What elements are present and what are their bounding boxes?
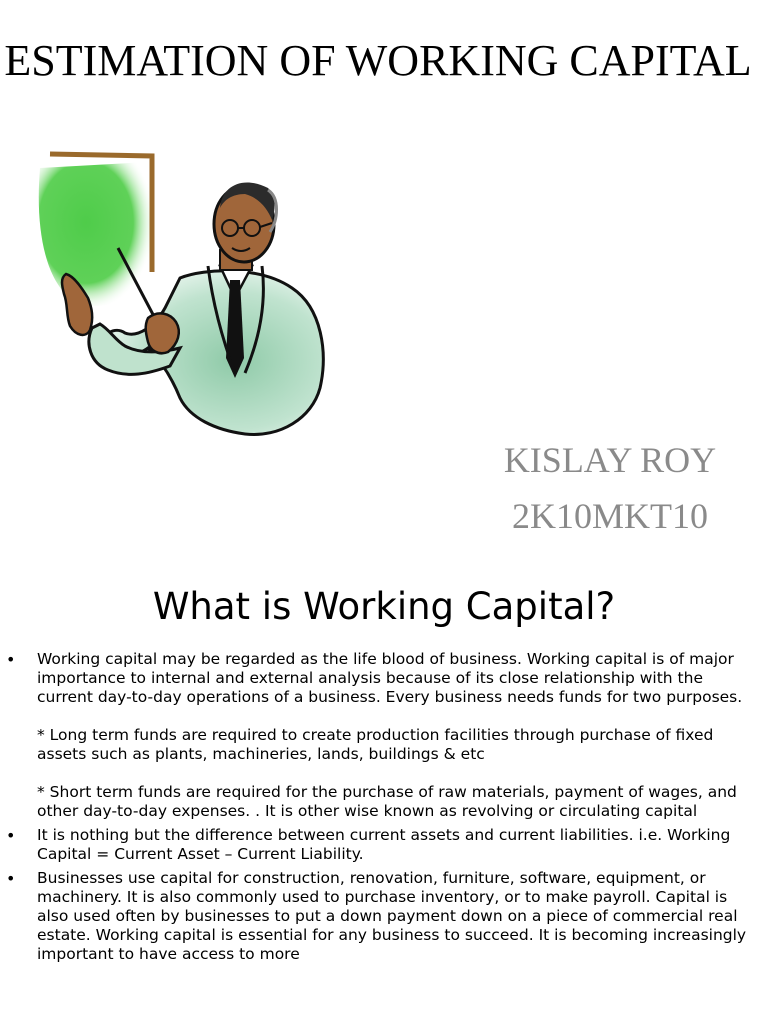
slide-title: ESTIMATION OF WORKING CAPITAL [4, 36, 752, 85]
section-heading: What is Working Capital? [152, 585, 616, 628]
bullet-item [0, 650, 768, 821]
bullet-paragraph: * Short term funds are required for the purchase of raw materials, payment of wages, and other day-to-day expenses. . It is other wise known as revolving or circulating capital [37, 783, 737, 820]
author-code: 2K10MKT10 [512, 496, 708, 536]
bullet-paragraph: Businesses use capital for construction, renovation, furniture, software, equipment, or machinery. It is also commonly used to purchase inventory, or to make payroll. Capital is also used often by businesses to put a down payment down on a piece of commercial real estate. Working capital is essential for any business to succeed. It is becoming increasingly important to have access to more [37, 869, 747, 963]
bullet-symbol: • [6, 869, 16, 888]
bullet-list [0, 650, 768, 969]
bullet-paragraph: Working capital may be regarded as the life blood of business. Working capital is of major importance to internal and external analysis because of its close relationship with the current day-to-day operations of a business. Every business needs funds for two purposes. [37, 650, 743, 706]
bullet-item [0, 869, 768, 964]
bullet-paragraph: It is nothing but the difference between current assets and current liabilities. i.e. Working Capital = Current Asset – Current Liability. [37, 826, 731, 863]
bullet-item [0, 826, 768, 864]
presenter-at-chalkboard-icon [30, 148, 340, 443]
author-name: KISLAY ROY [503, 440, 717, 480]
bullet-symbol: • [6, 826, 16, 845]
bullet-symbol: • [6, 650, 16, 669]
bullet-paragraph: * Long term funds are required to create production facilities through purchase of fixed assets such as plants, machineries, lands, buildings & etc [37, 726, 714, 763]
